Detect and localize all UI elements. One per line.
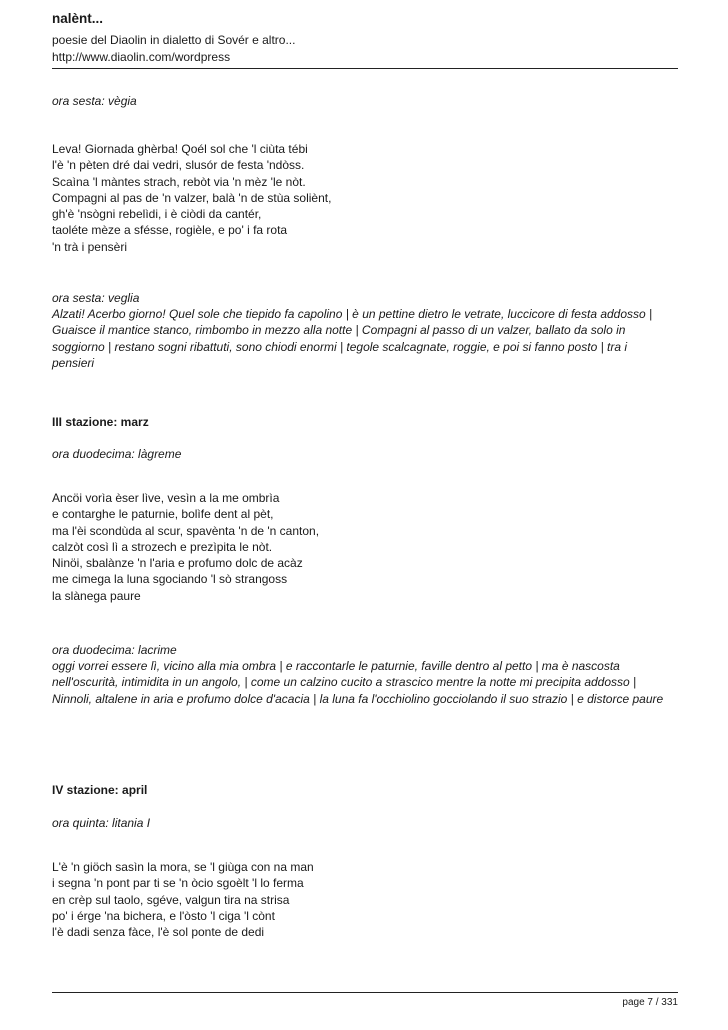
page-number: page 7 / 331 <box>622 997 678 1008</box>
translation-line: pensieri <box>52 355 95 370</box>
poem-line: L'è 'n giöch sasìn la mora, se 'l giùga con na man <box>52 860 314 874</box>
poem-line: me cimega la luna sgociando 'l sò strangoss <box>52 572 288 587</box>
ora-dialect-title: ora duodecima: làgreme <box>52 447 182 461</box>
poem-line: Ancöi vorìa èser lìve, vesìn a la me ombrìa <box>52 491 280 505</box>
translation-line: oggi vorrei essere lì, vicino alla mia ombra | e raccontarle le paturnie, faville dentro al petto | ma è nascosta <box>52 659 620 673</box>
translation-line: nell'oscurità, intimidita in un angolo, | come un calzino cucito a strascico mentre la notte mi precipita addosso | <box>52 675 637 690</box>
poem-line: la slànega paure <box>52 588 141 603</box>
header-divider <box>52 68 678 69</box>
footer-divider <box>52 992 678 993</box>
italian-translation <box>52 306 652 371</box>
poem-line: l'è 'n pèten dré dai vedri, slusór de festa 'ndòss. <box>52 158 305 173</box>
ora-dialect-title: ora sesta: vègia <box>52 94 137 108</box>
ora-italian-title: ora sesta: veglia <box>52 291 140 305</box>
poem-line: Leva! Giornada ghèrba! Qoél sol che 'l ciùta tébi <box>52 142 308 156</box>
poem-line: en crèp sul taolo, sgéve, valgun tira na strisa <box>52 892 290 907</box>
poem-line: Ninöi, sbalànze 'n l'aria e profumo dolc de acàz <box>52 556 303 571</box>
station-heading: III stazione: marz <box>52 415 149 429</box>
blog-url: http://www.diaolin.com/wordpress <box>52 50 231 64</box>
poem-line: calzòt così lì a strozech e prezìpita le nòt. <box>52 539 273 554</box>
poem-line: l'è dadi senza fàce, l'è sol ponte de dedi <box>52 925 265 940</box>
poem-line: po' i érge 'na bichera, e l'òsto 'l ciga 'l cònt <box>52 908 275 923</box>
poem-line: Scaìna 'l màntes strach, rebòt via 'n mèz 'le nòt. <box>52 174 306 189</box>
blog-title: nalènt... <box>52 11 104 26</box>
poem-line: ma l'èi scondùda al scur, spavènta 'n de 'n canton, <box>52 523 320 538</box>
poem-line: Compagni al pas de 'n valzer, balà 'n de stùa soliènt, <box>52 190 332 205</box>
translation-line: Alzati! Acerbo giorno! Quel sole che tiepido fa capolino | è un pettine dietro le vetrate, luccicore di festa addosso | <box>52 307 653 321</box>
italian-translation <box>52 658 663 707</box>
poem-line: taoléte mèze a sfésse, rogièle, e po' i fa rota <box>52 223 288 238</box>
ora-dialect-title: ora quinta: litania I <box>52 816 151 830</box>
station-heading: IV stazione: april <box>52 783 148 797</box>
blog-subtitle: poesie del Diaolin in dialetto di Sovér e altro... <box>52 33 296 47</box>
translation-line: Ninnoli, altalene in aria e profumo dolce d'acacia | la luna fa l'occhiolino gocciolando il suo strazio | e distorce paure <box>52 691 664 706</box>
dialect-poem <box>52 490 319 604</box>
translation-line: Guaisce il mantice stanco, rimbombo in mezzo alla notte | Compagni al passo di un valzer, ballato da solo in <box>52 323 626 338</box>
dialect-poem <box>52 141 331 255</box>
dialect-poem <box>52 859 314 940</box>
ora-italian-title: ora duodecima: lacrime <box>52 643 177 657</box>
poem-line: i segna 'n pont par ti se 'n òcio sgoèlt 'l lo ferma <box>52 876 304 891</box>
poem-line: 'n trà i pensèri <box>52 239 127 254</box>
poem-line: gh'è 'nsògni rebelìdi, i è ciòdi da cantér, <box>52 207 262 222</box>
translation-line: soggiorno | restano sogni ribattuti, sono chiodi enormi | tegole scalcagnate, roggie, e poi si fanno posto | tra i <box>52 339 628 354</box>
poem-line: e contarghe le paturnie, bolìfe dent al pèt, <box>52 507 274 522</box>
